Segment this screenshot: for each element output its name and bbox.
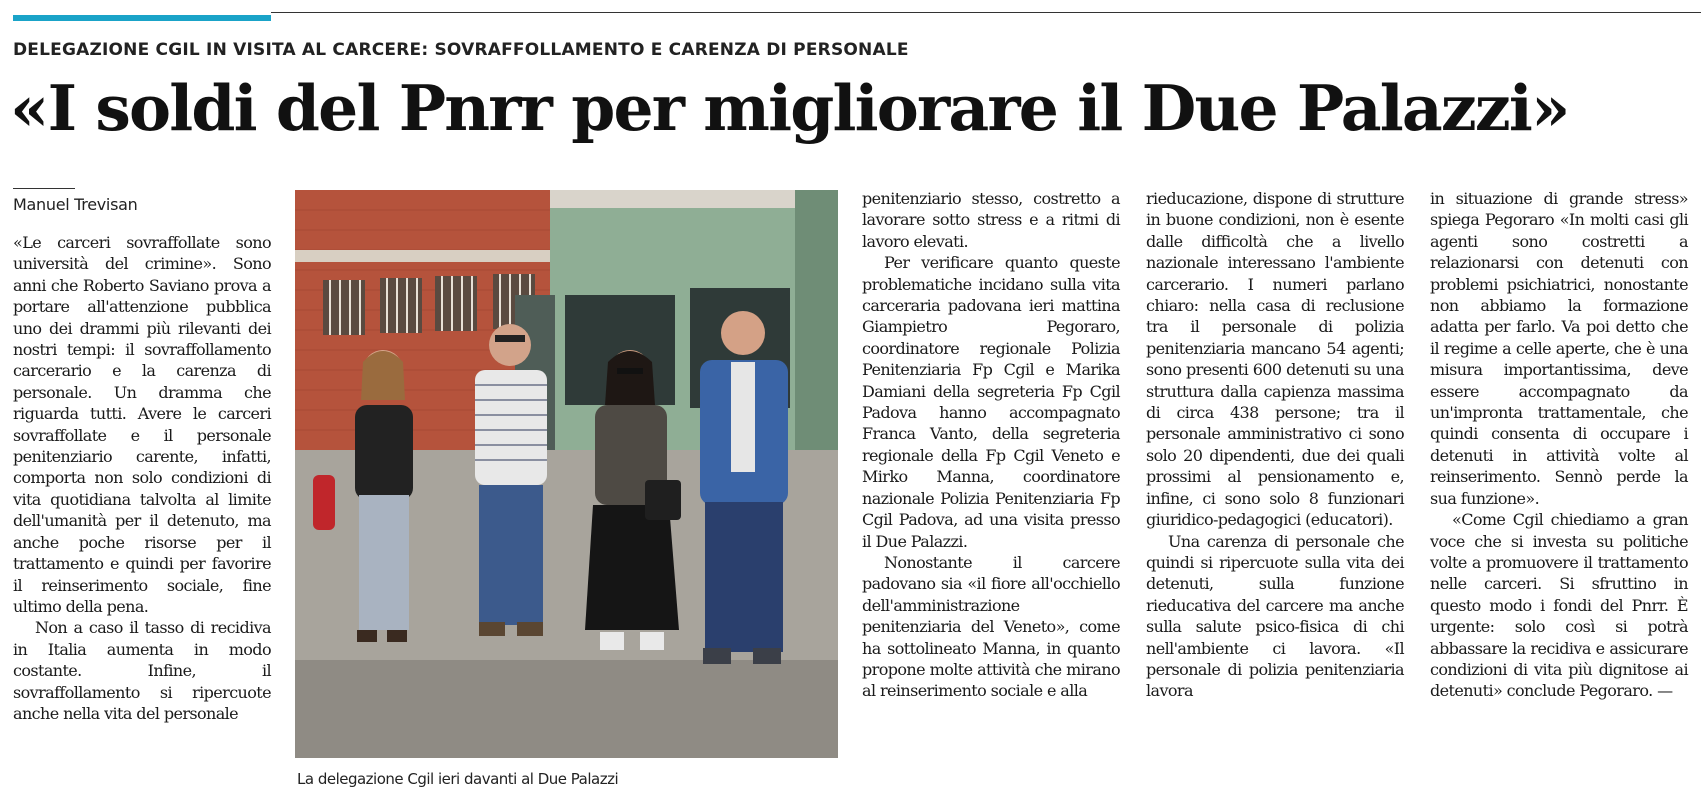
article-kicker: DELEGAZIONE CGIL IN VISITA AL CARCERE: SOVRAFFOLLAMENTO E CARENZA DI PERSONALE xyxy=(13,40,909,60)
article-headline: «I soldi del Pnrr per migliorare il Due Palazzi» xyxy=(10,71,1569,145)
paragraph: Per verificare quanto queste problematiche incidano sulla vita carceraria padovana ieri mattina Giampietro Pegoraro, coordinatore regionale Polizia Penitenziaria Fp Cgil e Marika Damiani della segreteria Fp Cgil Padova hanno accompagnato Franca Vanto, della segreteria regionale della Fp Cgil Veneto e Mirko Manna, coordinatore nazionale Polizia Penitenziaria Fp Cgil Padova, ad una visita presso il Due Palazzi. xyxy=(862,253,1120,551)
article-column-2 xyxy=(862,188,1120,702)
paragraph: «Come Cgil chiediamo a gran voce che si investa su politiche volte a promuovere il trattamento nelle carceri. Si sfruttino in questo modo i fondi del Pnrr. È urgente: solo così si potrà abbassare la recidiva e assicurare condizioni di vita più dignitose ai detenuti» conclude Pegoraro. — xyxy=(1430,510,1688,701)
paragraph: in situazione di grande stress» spiega Pegoraro «In molti casi gli agenti sono costretti a relazionarsi con detenuti con problemi psichiatrici, nonostante non abbiamo la formazione adatta per farlo. Va poi detto che il regime a celle aperte, che è una misura importantissima, deve essere accompagnato da un'impronta trattamentale, che quindi consenta di occupare i detenuti in attività volte al reinserimento. Sennò perde la sua funzione». xyxy=(1430,189,1688,508)
paragraph: Non a caso il tasso di recidiva in Italia aumenta in modo costante. Infine, il sovraffollamento si ripercuote anche nella vita del personale xyxy=(13,618,271,723)
paragraph: penitenziario stesso, costretto a lavorare sotto stress e a ritmi di lavoro elevati. xyxy=(862,189,1120,251)
byline-rule xyxy=(13,188,75,189)
section-accent-bar xyxy=(13,15,271,21)
paragraph: Una carenza di personale che quindi si ripercuote sulla vita dei detenuti, sulla funzione rieducativa del carcere ma anche sulla salute psico-fisica di chi nell'ambiente ci lavora. «Il personale di polizia penitenziaria lavora xyxy=(1146,531,1404,701)
article-column-4 xyxy=(1430,188,1688,702)
paragraph: Nonostante il carcere padovano sia «il fiore all'occhiello dell'amministrazione penitenziaria del Veneto», come ha sottolineato Manna, in quanto propone molte attività che mirano al reinserimento sociale e alla xyxy=(862,552,1120,701)
paragraph: «Le carceri sovraffollate sono università del crimine». Sono anni che Roberto Saviano prova a portare all'attenzione pubblica uno dei drammi più rilevanti dei nostri tempi: il sovraffollamento carcerario e la carenza di personale. Un dramma che riguarda tutti. Avere le carceri sovraffollate e il personale penitenziario carente, infatti, comporta non solo condizioni di vita quotidiana talvolta al limite dell'umanità per il detenuto, ma anche poche risorse per il trattamento e quindi per favorire il reinserimento sociale, fine ultimo della pena. xyxy=(13,233,271,616)
article-column-3 xyxy=(1146,188,1404,702)
top-rule xyxy=(271,12,1701,13)
paragraph: rieducazione, dispone di strutture in buone condizioni, non è esente dalle difficoltà che a livello nazionale interessano l'ambiente carcerario. I numeri parlano chiaro: nella casa di reclusione tra il personale di polizia penitenziaria mancano 54 agenti; sono presenti 600 detenuti su una struttura dalla capienza massima di circa 438 persone; tra il personale amministrativo ci sono solo 20 dipendenti, due dei quali prossimi al pensionamento e, infine, ci sono solo 8 funzionari giuridico-pedagogici (educatori). xyxy=(1146,189,1404,530)
photo-caption: La delegazione Cgil ieri davanti al Due Palazzi xyxy=(297,770,619,788)
article-photo xyxy=(295,190,838,758)
article-column-1 xyxy=(13,232,271,724)
article-byline: Manuel Trevisan xyxy=(13,195,138,214)
